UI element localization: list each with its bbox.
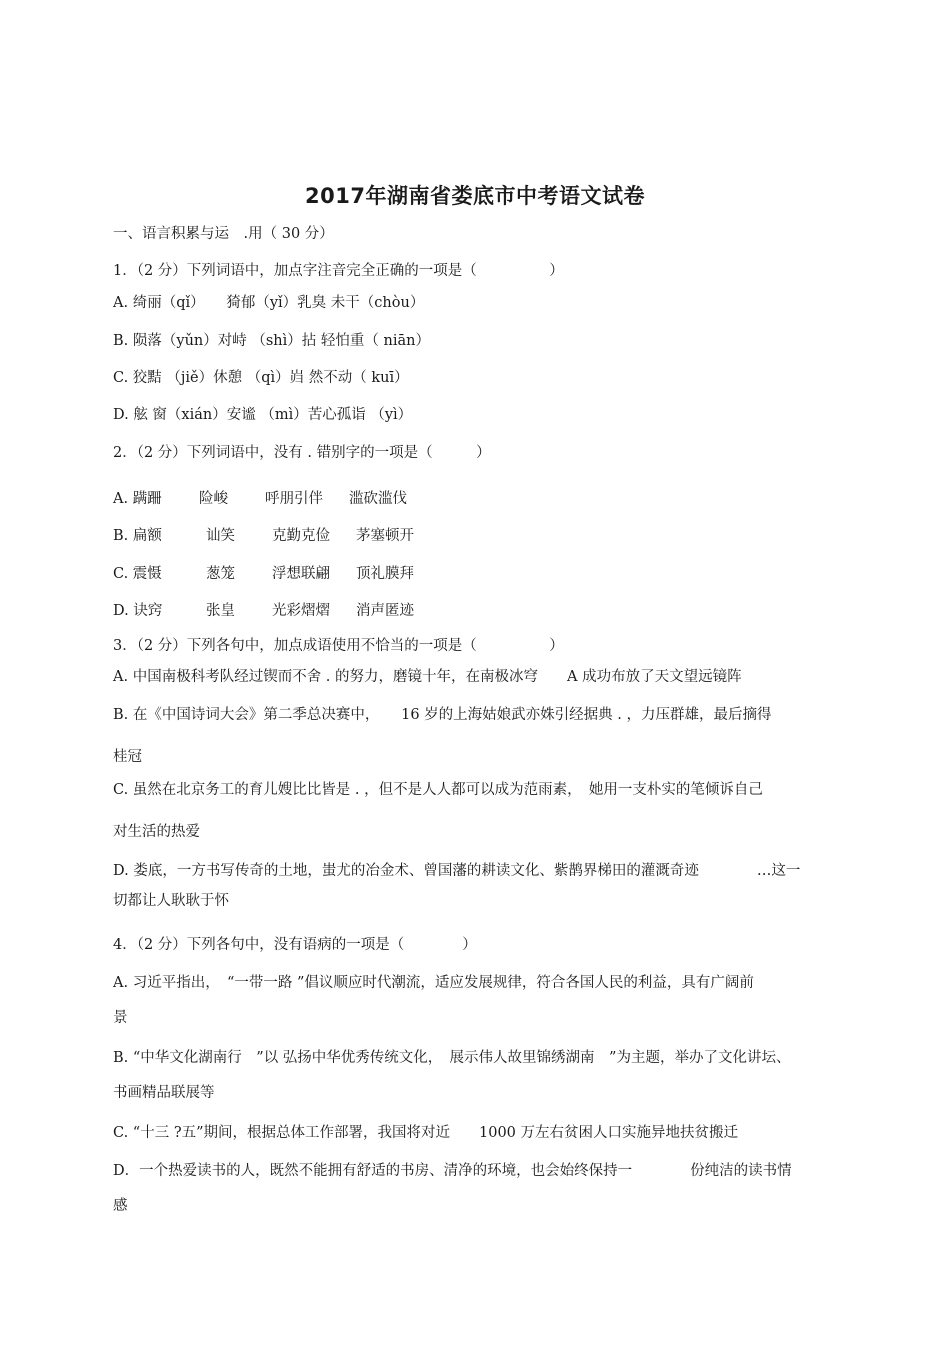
question-1-stem: 1．（2 分）下列词语中，加点字注音完全正确的一项是（ ） (113, 263, 564, 279)
section-heading: 一、语言积累与运 .用（ 30 分） (113, 226, 334, 242)
q3-option-c-line-1: C. 虽然在北京务工的育儿嫂比比皆是 . ，但不是人人都可以成为范雨素， 她用一支朴实的笔倾诉自己 (113, 782, 763, 798)
q2-a-word-2: 险峻 (199, 491, 228, 507)
q3-option-b-line-2: 桂冠 (113, 749, 142, 765)
q3-option-c-line-2: 对生活的热爱 (113, 824, 200, 840)
q2-option-d (113, 599, 414, 620)
q2-d-word-4: 消声匿迹 (356, 603, 414, 619)
question-2-stem: 2．（2 分）下列词语中，没有 . 错别字的一项是（ ） (113, 445, 491, 461)
q4-option-b-line-2: 书画精品联展等 (113, 1085, 215, 1101)
question-3-stem: 3．（2 分）下列各句中，加点成语使用不恰当的一项是（ ） (113, 638, 564, 654)
q2-d-word-1: D. 诀窍 (113, 603, 163, 619)
page-title: 2017年湖南省娄底市中考语文试卷 (305, 184, 645, 208)
q3-option-d-line-2: 切都让人耿耿于怀 (113, 893, 229, 909)
q2-a-word-4: 滥砍滥伐 (349, 491, 407, 507)
q4-option-b-line-1: B. “中华文化湖南行 ”以 弘扬中华优秀传统文化， 展示伟人故里锦绣湖南 ”为主题，举办了文化讲坛、 (113, 1050, 791, 1066)
q2-b-word-3: 克勤克俭 (272, 528, 330, 544)
q3-option-d-line-1: D. 娄底，一方书写传奇的土地，蚩尤的冶金术、曾国藩的耕读文化、紫鹊界梯田的灌溉奇迹 …这一 (113, 863, 801, 879)
q1-option-a: A. 绮丽（qǐ） 猗郁（yǐ）乳臭 未干（chòu） (113, 295, 425, 311)
q2-d-word-2: 张皇 (206, 603, 235, 619)
q1-option-b: B. 陨落（yǔn）对峙 （shì）拈 轻怕重（ niān） (113, 333, 430, 349)
q2-a-word-1: A. 蹒跚 (113, 491, 162, 507)
q2-a-word-3: 呼朋引伴 (265, 491, 323, 507)
q4-option-c: C. “十三 ?五”期间，根据总体工作部署，我国将对近 1000 万左右贫困人口实施异地扶贫搬迁 (113, 1125, 739, 1141)
q3-option-b-line-1: B. 在《中国诗词大会》第二季总决赛中， 16 岁的上海姑娘武亦姝引经据典 . ，力压群雄，最后摘得 (113, 707, 772, 723)
q2-option-b (113, 524, 414, 545)
q2-option-c (113, 562, 414, 583)
q2-c-word-3: 浮想联翩 (272, 566, 330, 582)
q4-option-a-line-1: A. 习近平指出， “一带一路 ”倡议顺应时代潮流，适应发展规律，符合各国人民的利益，具有广阔前 (113, 975, 754, 991)
q2-c-word-1: C. 震慑 (113, 566, 162, 582)
q4-option-a-line-2: 景 (113, 1010, 128, 1026)
q3-option-a: A. 中国南极科考队经过锲而不舍 . 的努力，磨镜十年，在南极冰穹 A 成功布放了天文望远镜阵 (113, 669, 742, 685)
q2-b-word-1: B. 扁额 (113, 528, 162, 544)
q2-b-word-2: 讪笑 (206, 528, 235, 544)
q4-option-d-line-1: D．一个热爱读书的人，既然不能拥有舒适的书房、清净的环境，也会始终保持一 份纯洁的读书情 (113, 1163, 792, 1179)
q2-option-a (113, 487, 407, 508)
q2-c-word-2: 葱笼 (206, 566, 235, 582)
q2-c-word-4: 顶礼膜拜 (356, 566, 414, 582)
q1-option-c: C. 狡黠 （jiě）休憩 （qì）岿 然不动（ kuī） (113, 370, 409, 386)
q2-d-word-3: 光彩熠熠 (272, 603, 330, 619)
q4-option-d-line-2: 感 (113, 1198, 128, 1214)
q1-option-d: D. 舷 窗（xián）安谧 （mì）苦心孤诣 （yì） (113, 407, 413, 423)
q2-b-word-4: 茅塞顿开 (356, 528, 414, 544)
question-4-stem: 4．（2 分）下列各句中，没有语病的一项是（ ） (113, 937, 477, 953)
